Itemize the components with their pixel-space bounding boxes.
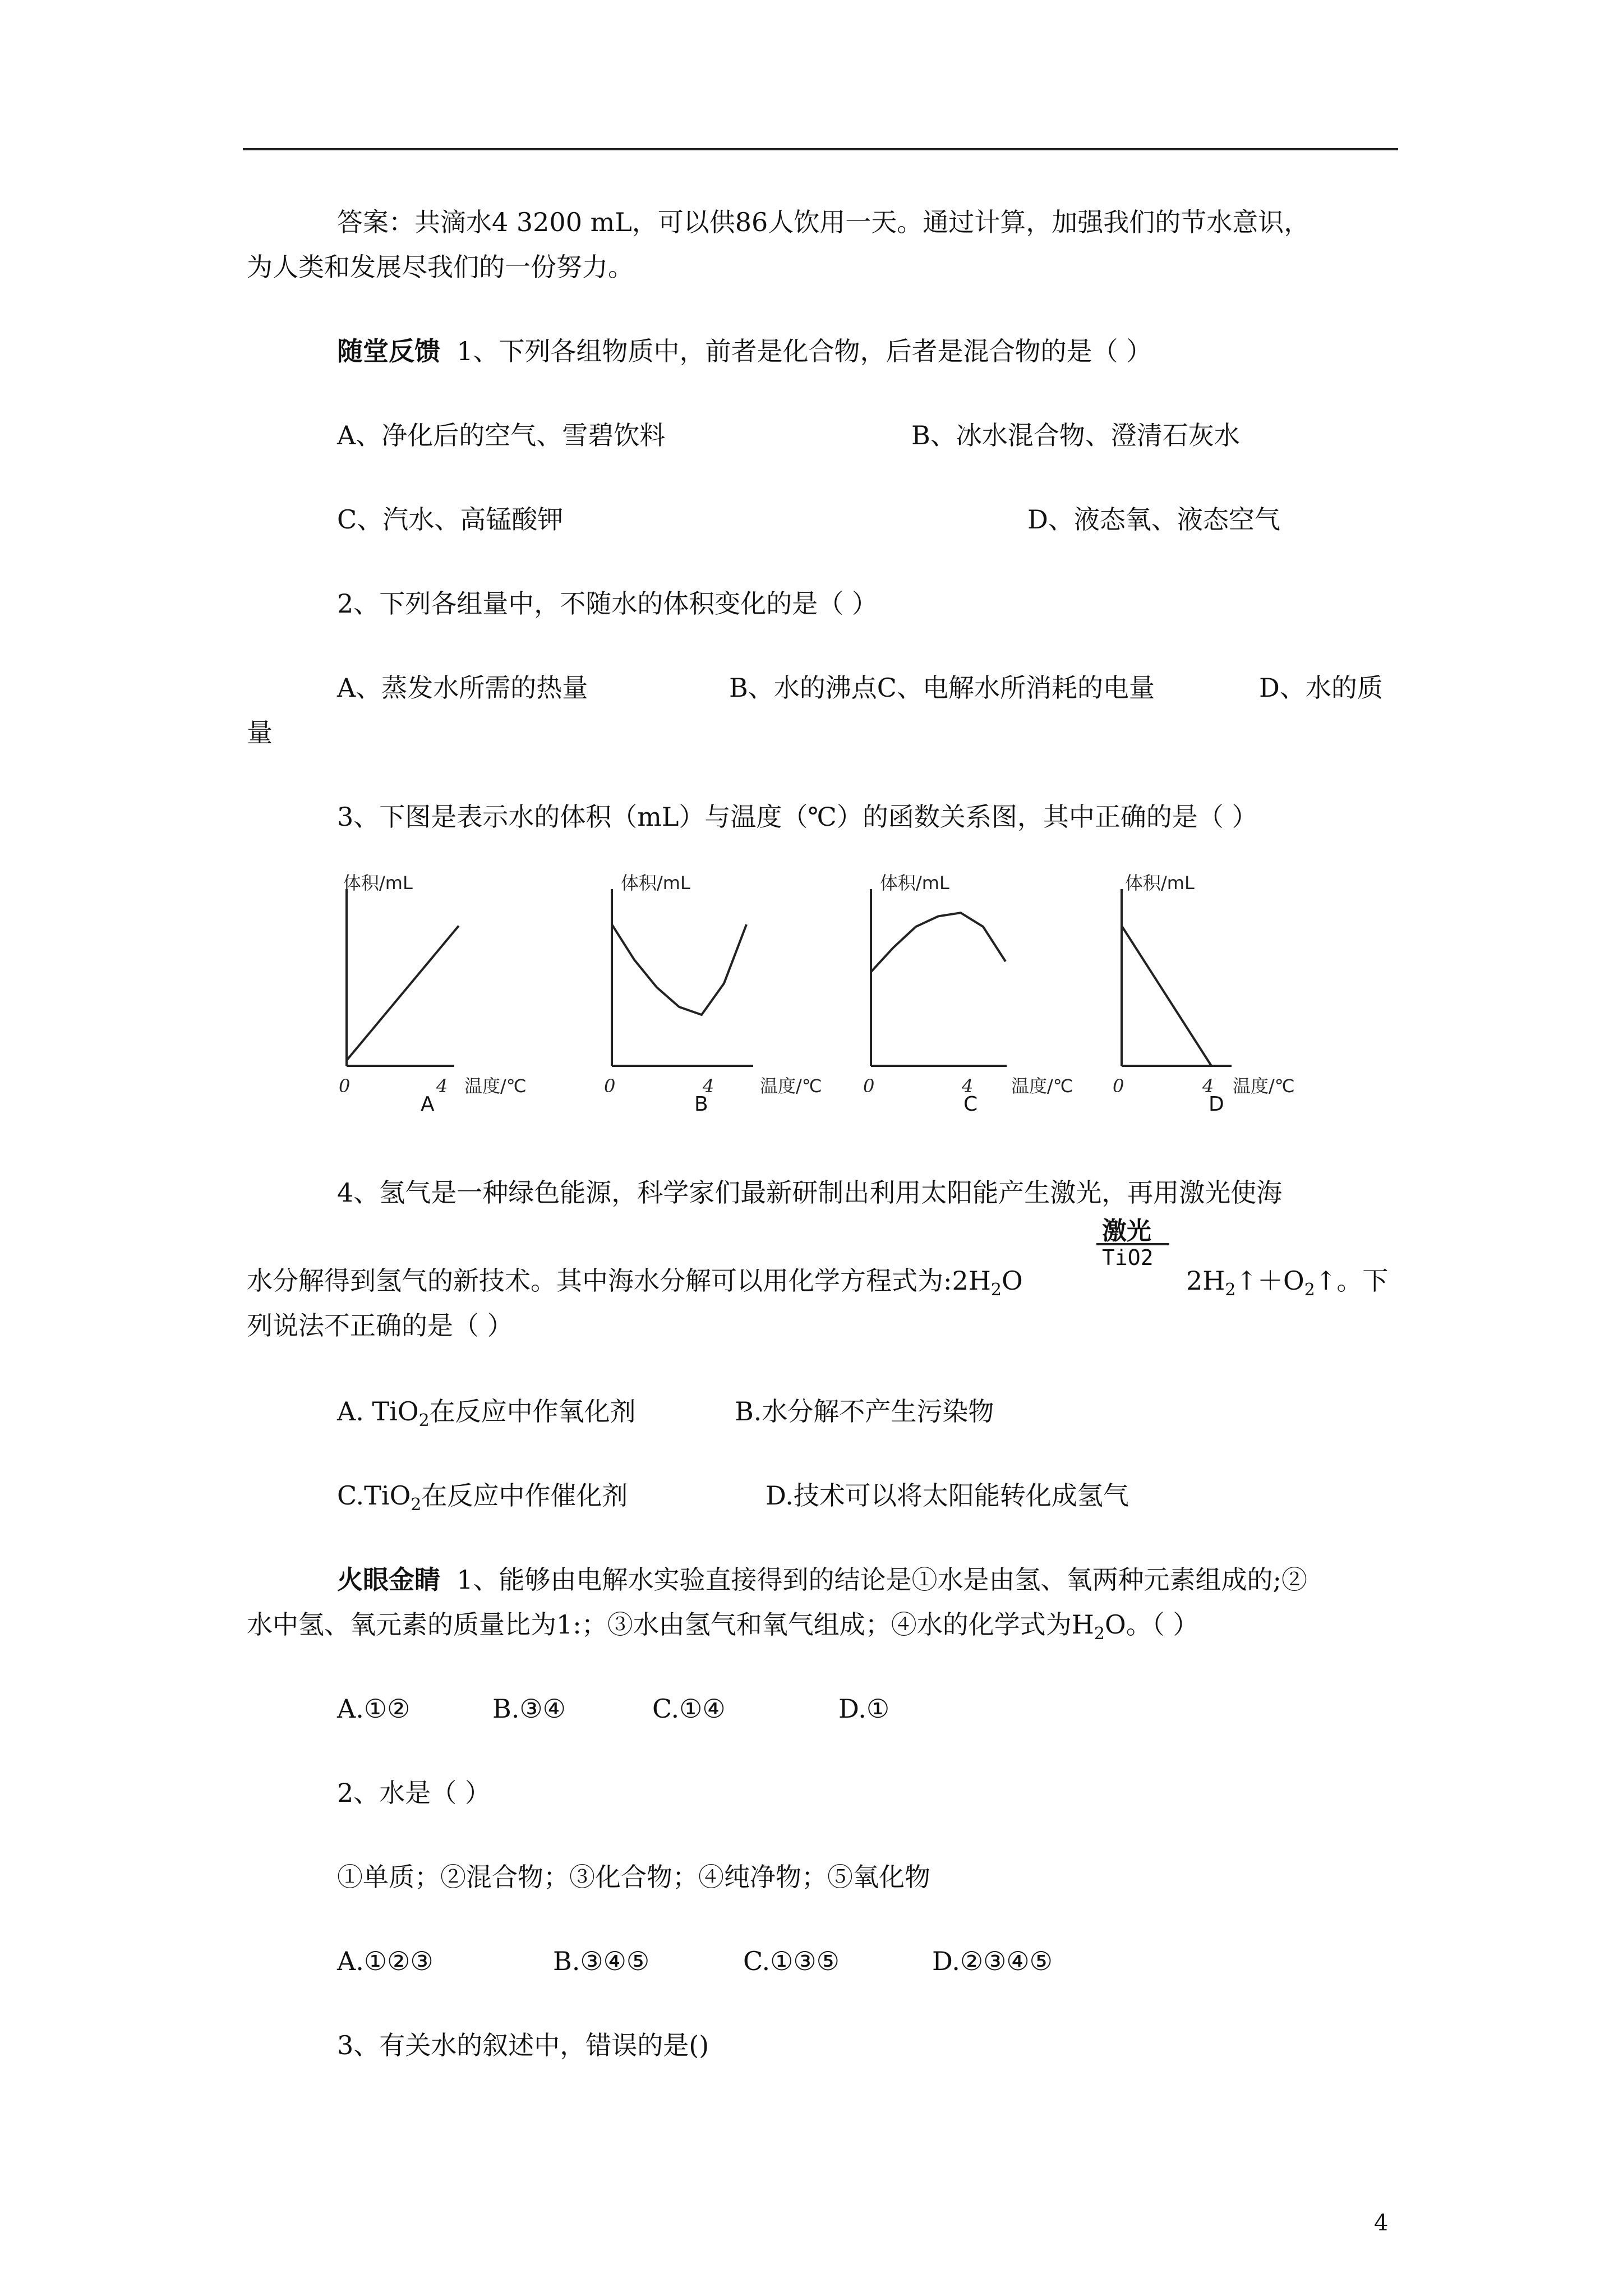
feedback-q4-line-2a [247, 1265, 1023, 1300]
chart-a-svg [331, 872, 589, 1108]
eyes-q1-line-1 [337, 1564, 1307, 1595]
feedback-q4-line-1: 4、氢气是一种绿色能源，科学家们最新研制出利用太阳能产生激光，再用激光使海 [337, 1177, 1283, 1208]
q4-eq-prefix: 水分解得到氢气的新技术。其中海水分解可以用化学方程式为:2H [247, 1266, 991, 1296]
chart-d-ylabel: 体积/mL [1125, 872, 1195, 894]
feedback-q2-opt-d: D、水的质 [1259, 673, 1383, 703]
eyes-q1-line-2 [247, 1609, 1199, 1644]
q4-eq-sub1: 2 [990, 1280, 1002, 1300]
feedback-q2-opt-a: A、蒸发水所需的热量 [337, 673, 588, 703]
chart-c-ylabel: 体积/mL [880, 872, 949, 894]
chart-d-series [1122, 926, 1211, 1066]
eyes-q2-opt-d: D.②③④⑤ [932, 1946, 1053, 1976]
chart-c-tick-0: 0 [863, 1075, 875, 1097]
q4-eq-suffix: ↑。下 [1315, 1266, 1389, 1296]
feedback-q1-stem: 1、下列各组物质中，前者是化合物，后者是混合物的是（ ） [457, 336, 1152, 366]
q4-eq-sub2: 2 [1225, 1280, 1236, 1300]
header-rule [243, 148, 1398, 150]
chart-a-tick-0: 0 [339, 1075, 351, 1097]
feedback-q1-opt-a: A、净化后的空气、雪碧饮料 [337, 420, 666, 450]
chart-d [1103, 872, 1361, 1108]
q4-eq-product-h: 2H [1186, 1266, 1225, 1296]
chart-a-series [347, 926, 459, 1060]
feedback-q4-line-2b [1186, 1265, 1389, 1300]
feedback-q4-opt-c [337, 1480, 628, 1515]
feedback-q1-line [337, 335, 1152, 367]
chart-c-series [871, 913, 1006, 972]
chart-a-ylabel: 体积/mL [343, 872, 413, 894]
chart-d-svg [1103, 872, 1361, 1108]
chart-b-ylabel: 体积/mL [621, 872, 690, 894]
feedback-q1-opt-c: C、汽水、高锰酸钾 [337, 504, 564, 535]
reaction-condition-top: 激光 [1102, 1217, 1151, 1245]
page-number: 4 [1374, 2210, 1389, 2236]
chart-c [844, 872, 1102, 1108]
chart-c-svg [844, 872, 1102, 1108]
eyes-q1-opt-a: A.①② [337, 1694, 411, 1724]
reaction-condition-bottom: TiO2 [1102, 1245, 1154, 1270]
chart-b-tick-0: 0 [604, 1075, 616, 1097]
feedback-q2-opt-bc: B、水的沸点C、电解水所消耗的电量 [729, 673, 1155, 703]
chart-a [331, 872, 589, 1108]
feedback-q2-stem: 2、下列各组量中，不随水的体积变化的是（ ） [337, 588, 878, 619]
eyes-q2-stem: 2、水是（ ） [337, 1778, 491, 1808]
chart-b [585, 872, 843, 1108]
eyes-q2-opt-c: C.①③⑤ [743, 1946, 840, 1976]
feedback-q4-opt-b: B.水分解不产生污染物 [735, 1396, 994, 1427]
chart-b-svg [585, 872, 843, 1108]
chart-d-tick-0: 0 [1113, 1075, 1124, 1097]
eyes-q1-opt-d: D.① [838, 1694, 890, 1724]
chart-b-caption: B [694, 1093, 708, 1116]
chart-a-xlabel: 温度/℃ [464, 1075, 527, 1097]
feedback-q1-opt-d: D、液态氧、液态空气 [1027, 504, 1280, 535]
eyes-q1-line2-post: O。（ ） [1104, 1609, 1199, 1640]
answer-line-2: 为人类和发展尽我们的一份努力。 [247, 252, 634, 282]
chart-b-xlabel: 温度/℃ [760, 1075, 822, 1097]
feedback-q4-opt-d: D.技术可以将太阳能转化成氢气 [766, 1480, 1129, 1511]
eyes-q1-opt-b: B.③④ [492, 1694, 566, 1724]
chart-c-xlabel: 温度/℃ [1011, 1075, 1073, 1097]
feedback-q2-opt-d-cont: 量 [247, 717, 273, 748]
q4-opt-a-post: 在反应中作氧化剂 [429, 1396, 636, 1427]
eyes-q2-opt-a: A.①②③ [337, 1946, 434, 1976]
q4-eq-product-o: ↑＋O [1235, 1266, 1304, 1296]
q4-opt-c-pre: C.TiO [337, 1480, 411, 1511]
chart-a-tick-4: 4 [436, 1075, 448, 1097]
feedback-q4-opt-a [337, 1396, 636, 1430]
chart-d-tick-4: 4 [1202, 1075, 1214, 1097]
eyes-q2-opt-b: B.③④⑤ [553, 1946, 650, 1976]
eyes-q1-line2-sub: 2 [1094, 1624, 1105, 1644]
q4-opt-a-sub: 2 [418, 1411, 430, 1430]
eyes-q3-stem: 3、有关水的叙述中，错误的是() [337, 2030, 709, 2060]
feedback-q4-line-3: 列说法不正确的是（ ） [247, 1310, 513, 1341]
chart-b-series [612, 924, 746, 1015]
chart-c-tick-4: 4 [962, 1075, 974, 1097]
q4-eq-sub3: 2 [1304, 1280, 1315, 1300]
eyes-q2-items: ①单质；②混合物；③化合物；④纯净物；⑤氧化物 [337, 1862, 930, 1892]
feedback-heading: 随堂反馈 [337, 336, 440, 366]
chart-d-xlabel: 温度/℃ [1233, 1075, 1295, 1097]
eyes-q1-opt-c: C.①④ [652, 1694, 726, 1724]
feedback-q3-stem: 3、下图是表示水的体积（mL）与温度（℃）的函数关系图，其中正确的是（ ） [337, 802, 1258, 832]
q4-opt-c-post: 在反应中作催化剂 [421, 1480, 628, 1511]
answer-line-1: 答案：共滴水4 3200 mL，可以供86人饮用一天。通过计算，加强我们的节水意识， [337, 207, 1310, 237]
eyes-heading: 火眼金睛 [337, 1565, 440, 1595]
reaction-condition [1096, 1211, 1175, 1272]
chart-b-tick-4: 4 [703, 1075, 714, 1097]
q4-eq-mid: O [1001, 1266, 1023, 1296]
eyes-q1-text-1: 1、能够由电解水实验直接得到的结论是①水是由氢、氧两种元素组成的;② [457, 1565, 1308, 1595]
chart-d-caption: D [1209, 1093, 1224, 1116]
feedback-q1-opt-b: B、冰水混合物、澄清石灰水 [911, 420, 1240, 450]
eyes-q1-line2-pre: 水中氢、氧元素的质量比为1:；③水由氢气和氧气组成；④水的化学式为H [247, 1609, 1094, 1640]
chart-c-caption: C [963, 1093, 978, 1116]
q4-opt-a-pre: A. TiO [337, 1396, 419, 1427]
q4-opt-c-sub: 2 [411, 1495, 422, 1515]
chart-a-caption: A [421, 1093, 435, 1116]
